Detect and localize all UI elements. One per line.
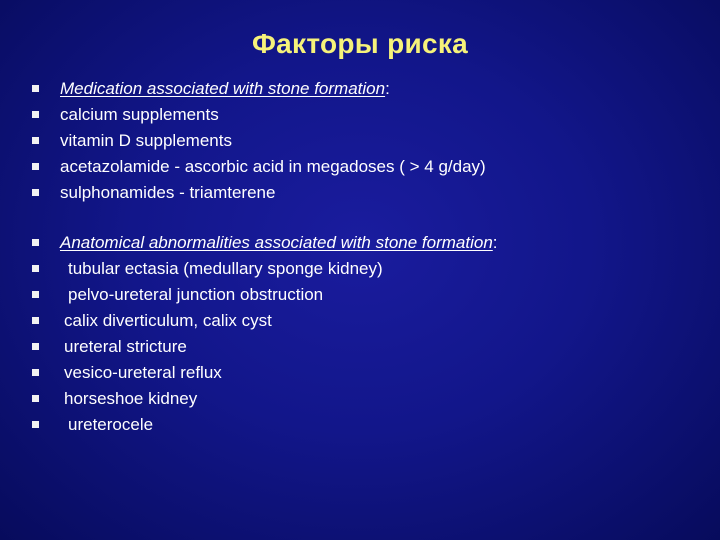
anatomical-list — [32, 230, 498, 438]
list-item-text: sulphonamides - triamterene — [60, 183, 276, 202]
square-bullet-icon — [32, 163, 39, 170]
list-item — [32, 360, 222, 386]
square-bullet-icon — [32, 369, 39, 376]
slide-title: Факторы риска — [251, 28, 469, 59]
square-bullet-icon — [32, 137, 39, 144]
medication-list — [32, 76, 486, 206]
list-item-text: calcium supplements — [60, 105, 219, 124]
list-item-text: horseshoe kidney — [64, 389, 198, 408]
list-item — [32, 256, 383, 282]
list-item-text: ureterocele — [68, 415, 154, 434]
square-bullet-icon — [32, 343, 39, 350]
list-item — [32, 102, 219, 128]
section-heading: Anatomical abnormalities associated with stone formation: — [60, 233, 498, 252]
square-bullet-icon — [32, 85, 39, 92]
list-item — [32, 180, 276, 206]
list-item-heading — [32, 230, 498, 256]
square-bullet-icon — [32, 239, 39, 246]
square-bullet-icon — [32, 111, 39, 118]
square-bullet-icon — [32, 317, 39, 324]
square-bullet-icon — [32, 291, 39, 298]
list-item-heading — [32, 76, 390, 102]
list-item-text: vitamin D supplements — [60, 131, 232, 150]
list-item — [32, 282, 324, 308]
square-bullet-icon — [32, 395, 39, 402]
list-item — [32, 308, 272, 334]
list-item-text: tubular ectasia (medullary sponge kidney) — [68, 259, 383, 278]
list-item — [32, 412, 154, 438]
list-item — [32, 128, 232, 154]
list-item — [32, 334, 187, 360]
list-item-text: pelvo-ureteral junction obstruction — [68, 285, 324, 304]
square-bullet-icon — [32, 421, 39, 428]
list-item-text: vesico-ureteral reflux — [64, 363, 222, 382]
list-item — [32, 386, 198, 412]
section-heading: Medication associated with stone formation: — [60, 79, 390, 98]
list-item-text: acetazolamide - ascorbic acid in megadoses ( > 4 g/day) — [60, 157, 486, 176]
square-bullet-icon — [32, 265, 39, 272]
list-item-text: calix diverticulum, calix cyst — [64, 311, 272, 330]
list-item-text: ureteral stricture — [64, 337, 187, 356]
square-bullet-icon — [32, 189, 39, 196]
list-item — [32, 154, 486, 180]
